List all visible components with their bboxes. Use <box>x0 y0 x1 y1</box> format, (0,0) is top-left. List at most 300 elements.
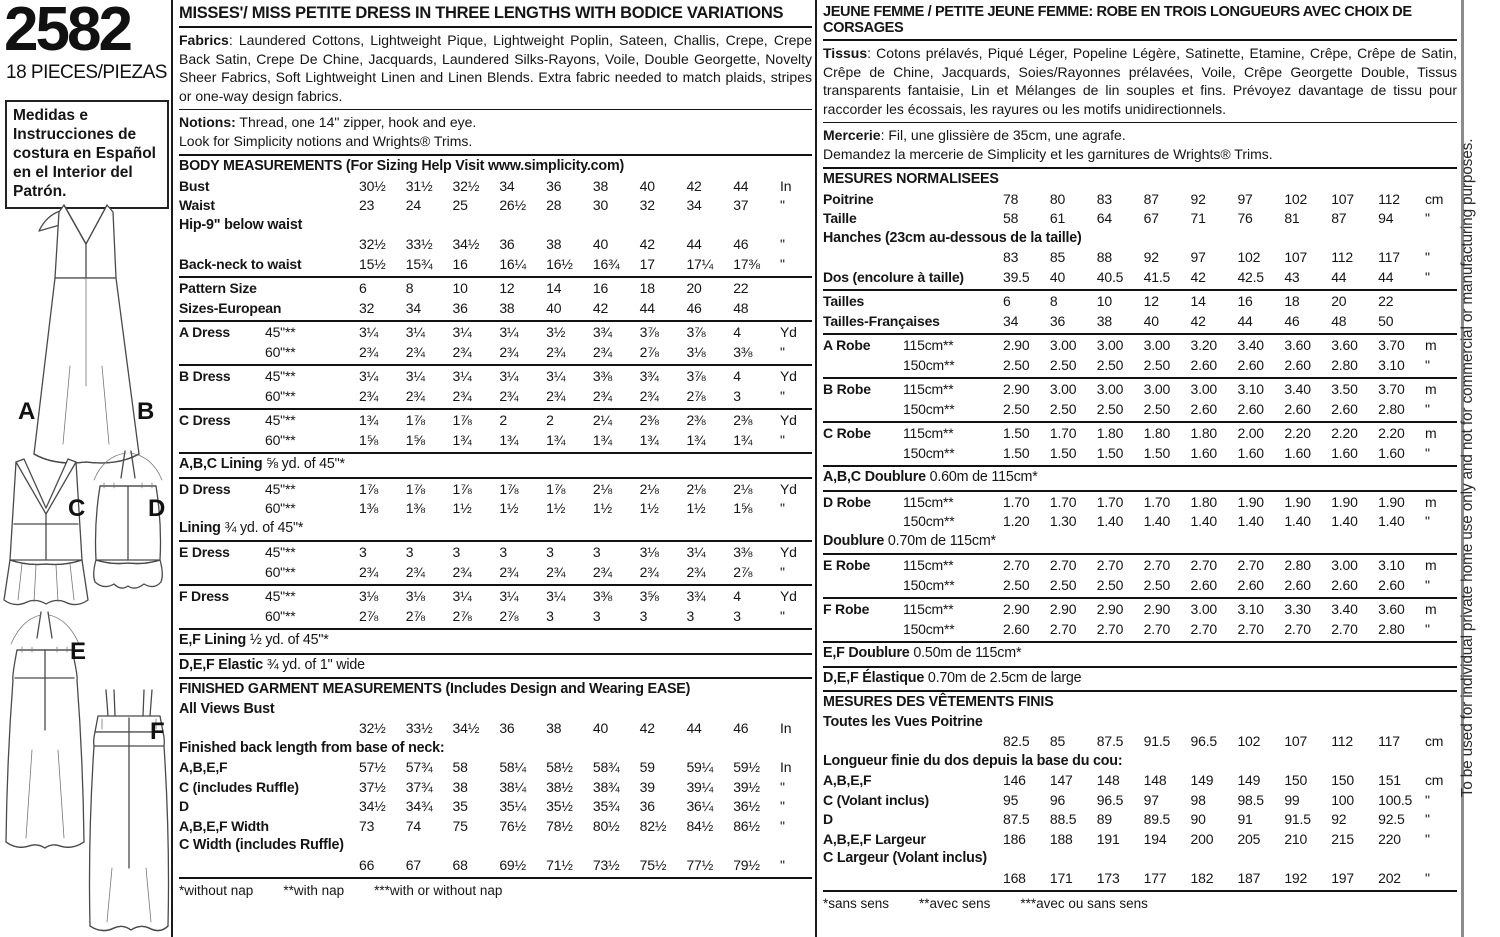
heading-bold: Hip-9" below waist <box>179 216 303 233</box>
measure-value: 182 <box>1190 869 1214 886</box>
measure-value: 2¾ <box>592 343 612 360</box>
measure-value: 1.40 <box>1096 513 1124 529</box>
measure-value: 2.90 <box>1003 337 1030 353</box>
row-label: C Robe <box>823 425 871 441</box>
measure-value: 32 <box>639 197 655 213</box>
measure-value: 2 <box>546 412 554 428</box>
measure-value: 2¾ <box>546 563 566 580</box>
measure-value: 58½ <box>546 759 573 775</box>
measure-value: 2¾ <box>359 387 379 404</box>
measure-value: 50 <box>1378 312 1394 329</box>
measure-value: 2¾ <box>639 563 659 580</box>
measure-value: 2.20 <box>1378 425 1405 441</box>
measure-value: 38 <box>1096 312 1112 329</box>
row-label: F Dress <box>179 588 229 604</box>
measure-row <box>179 543 812 563</box>
measure-value: 85 <box>1049 733 1066 749</box>
measure-value: 10 <box>1096 293 1112 309</box>
measure-value: 39 <box>639 778 655 795</box>
measure-value: 3 <box>733 387 741 404</box>
measure-value: 2.70 <box>1284 620 1311 637</box>
measure-value: 2.90 <box>1096 601 1124 617</box>
table-section <box>823 169 1457 291</box>
tissus-label: Tissus <box>823 45 868 61</box>
measure-value: 3¼ <box>499 588 519 604</box>
measure-value: 83 <box>1096 190 1112 207</box>
unit: " <box>1425 249 1430 265</box>
measure-value: 2.50 <box>1003 576 1030 593</box>
measure-value: 38 <box>592 177 609 194</box>
measure-row <box>823 424 1457 444</box>
measure-value: 3.00 <box>1096 381 1124 397</box>
measure-value: 107 <box>1284 249 1308 265</box>
measure-value: 2¾ <box>686 563 706 580</box>
measure-value: 215 <box>1331 830 1354 847</box>
measure-value: 97 <box>1143 791 1159 808</box>
row-label: B Dress <box>179 368 231 384</box>
measure-value: 16 <box>1237 293 1253 309</box>
table-section <box>823 492 1457 556</box>
measure-value: 39½ <box>733 778 760 795</box>
row-label: D <box>179 798 189 814</box>
row-label <box>179 387 265 407</box>
measure-value: 3 <box>359 544 367 560</box>
measure-value: 2⅞ <box>499 607 519 624</box>
row-label: Poitrine <box>823 190 874 207</box>
section-heading <box>179 519 812 539</box>
measure-value: 94 <box>1378 210 1394 226</box>
measure-row <box>179 411 812 431</box>
measure-value: 92 <box>1143 249 1159 265</box>
fabrics-text: : Laundered Cottons, Lightweight Pique, Lightweight Poplin, Sateen, Challis, Crepe, Crepe Back Satin, Crepe De Chine, Jacquards, Laundered Silks-Rayons, Voile, Double Georgette, Novelty Sheer Fabrics, Soft Lightweight Linen and Linen Blends. Extra fabric needed to match plaids, stripes or one-way design fabrics. <box>179 32 812 104</box>
column-divider-left <box>171 0 173 937</box>
measure-value: 3.70 <box>1378 381 1405 397</box>
measure-value: 75½ <box>639 856 667 873</box>
measure-value: 18 <box>1284 293 1300 309</box>
fabric-width: 150cm** <box>903 356 955 373</box>
mercerie-label: Mercerie <box>823 127 881 143</box>
measure-value: 202 <box>1378 869 1401 886</box>
measure-value: 59½ <box>733 759 760 775</box>
measure-value: 26½ <box>499 197 526 213</box>
measure-value: 30 <box>592 197 609 213</box>
row-label <box>823 732 1003 752</box>
measure-value: 42 <box>1190 268 1206 285</box>
unit: " <box>1425 620 1430 637</box>
measure-value: 2⅜ <box>639 412 659 428</box>
fabric-width: 60"** <box>265 431 296 448</box>
measure-value: 2.70 <box>1237 557 1264 573</box>
measure-value: 2¾ <box>499 563 519 580</box>
unit: In <box>780 759 792 775</box>
measure-value: 149 <box>1190 772 1214 788</box>
measure-value: 42 <box>686 177 702 194</box>
measure-row <box>823 791 1457 811</box>
notions-line2: Look for Simplicity notions and Wrights® Trims. <box>179 132 473 149</box>
heading-rest: ⅝ yd. of 45"* <box>262 456 345 472</box>
measure-value: 3 <box>452 544 461 560</box>
measure-value: 37¾ <box>405 778 433 795</box>
heading-bold: C Width (includes Ruffle) <box>179 837 344 853</box>
unit: In <box>780 177 792 194</box>
measure-row <box>179 563 812 583</box>
measure-value: 192 <box>1284 869 1308 886</box>
measure-value: 2.60 <box>1237 400 1264 417</box>
measure-value: 3 <box>592 544 601 560</box>
measure-value: 2⅛ <box>686 480 706 497</box>
measure-value: 34¾ <box>405 798 433 814</box>
measure-value: 2.80 <box>1378 620 1405 637</box>
measure-value: 36 <box>639 798 655 814</box>
section-heading <box>179 631 812 651</box>
measure-value: 40 <box>546 299 562 316</box>
measure-value: 3.10 <box>1378 356 1405 373</box>
measure-row <box>179 778 812 798</box>
measure-value: 1¾ <box>733 431 753 448</box>
unit: m <box>1425 425 1437 441</box>
unit: " <box>1425 444 1430 461</box>
measure-value: 95 <box>1003 791 1019 808</box>
measure-value: 67 <box>405 856 421 873</box>
table-section <box>823 467 1457 492</box>
measure-value: 1¾ <box>452 431 472 448</box>
measure-value: 3.10 <box>1378 557 1405 573</box>
measure-row <box>823 268 1457 288</box>
measure-value: 88.5 <box>1049 811 1077 827</box>
measure-value: 3 <box>733 607 741 624</box>
measure-value: 38¼ <box>499 778 526 795</box>
unit <box>1425 312 1457 332</box>
measure-value: 3¼ <box>499 368 519 384</box>
measure-value: 18 <box>639 280 655 296</box>
measure-value: 96.5 <box>1096 791 1124 808</box>
measure-value: 4 <box>733 588 741 604</box>
measure-value: 1.80 <box>1096 425 1124 441</box>
measure-value: 2¾ <box>452 343 472 360</box>
measure-value: 36 <box>546 177 562 194</box>
table-section <box>179 278 812 322</box>
heading-bold: FINISHED GARMENT MEASUREMENTS (Includes Design and Wearing EASE) <box>179 681 691 697</box>
measure-value: 30½ <box>359 177 386 194</box>
table-section <box>179 586 812 630</box>
left-panel <box>0 0 171 937</box>
measure-value: 3.40 <box>1331 601 1358 617</box>
footnote: ***avec ou sans sens <box>1020 896 1148 911</box>
measure-value: 16¾ <box>592 255 620 272</box>
unit: " <box>1425 869 1430 886</box>
measure-row <box>823 556 1457 576</box>
unit: " <box>780 431 785 448</box>
measure-value: 10 <box>452 280 468 296</box>
unit: In <box>780 720 792 736</box>
measure-value: 1⅜ <box>405 500 425 516</box>
table-section <box>823 643 1457 668</box>
measure-value: 146 <box>1003 772 1026 788</box>
measure-row <box>179 255 812 275</box>
measure-value: 98.5 <box>1237 791 1264 808</box>
table-section <box>823 379 1457 423</box>
measure-value: 35¾ <box>592 798 620 814</box>
measure-value: 43 <box>1284 268 1300 285</box>
measure-value: 197 <box>1331 869 1354 886</box>
measure-value: 2.60 <box>1190 576 1217 593</box>
fabric-width: 115cm** <box>903 425 954 441</box>
measure-value: 44 <box>1378 268 1394 285</box>
measure-value: 1⅞ <box>359 480 379 497</box>
measure-value: 1.60 <box>1378 444 1405 461</box>
row-label: A,B,E,F Width <box>179 817 269 834</box>
section-heading <box>823 849 1457 869</box>
measure-value: 149 <box>1237 772 1261 788</box>
measure-value: 40 <box>592 720 609 736</box>
measure-value: 1¾ <box>359 412 379 428</box>
section-heading <box>179 216 812 236</box>
measure-value: 2.60 <box>1378 576 1405 593</box>
measure-value: 100 <box>1331 791 1354 808</box>
measure-value: 38 <box>546 720 562 736</box>
measure-value: 57¾ <box>405 759 433 775</box>
measure-value: 23 <box>359 197 375 213</box>
unit: " <box>780 500 785 516</box>
fabric-width: 45"** <box>265 588 296 604</box>
measure-value: 8 <box>405 280 414 296</box>
fabric-width: 150cm** <box>903 400 955 417</box>
row-label <box>823 512 903 532</box>
measure-value: 171 <box>1049 869 1073 886</box>
measure-value: 48 <box>733 299 749 316</box>
measure-value: 83 <box>1003 249 1019 265</box>
measure-value: 3 <box>546 607 554 624</box>
measure-row <box>823 380 1457 400</box>
english-footnotes <box>179 879 812 898</box>
measure-value: 76½ <box>499 817 526 834</box>
measure-value: 100.5 <box>1378 791 1413 808</box>
measure-value: 2.20 <box>1284 425 1311 441</box>
license-side-note: To be used for individual private home use only and not for commercial or manufacturing purposes. <box>1459 138 1476 798</box>
measure-value: 1.50 <box>1143 444 1171 461</box>
measure-value: 3.00 <box>1143 337 1171 353</box>
unit <box>1425 292 1457 312</box>
measure-value: 61 <box>1049 210 1066 226</box>
measure-value: 2.60 <box>1003 620 1030 637</box>
measure-value: 46 <box>686 299 702 316</box>
table-section <box>179 679 812 879</box>
measure-value: 42 <box>639 236 655 252</box>
measure-value: 2.70 <box>1143 557 1171 573</box>
column-divider-middle <box>815 0 817 937</box>
fabric-width: 60"** <box>265 387 296 404</box>
measure-value: 2¾ <box>405 563 425 580</box>
measure-value: 191 <box>1096 830 1120 847</box>
measure-value: 17 <box>639 255 655 272</box>
measure-value: 1.60 <box>1284 444 1311 461</box>
measure-value: 1.80 <box>1190 493 1217 510</box>
measure-value: 1.50 <box>1049 444 1077 461</box>
measure-value: 2¾ <box>452 563 472 580</box>
measure-value: 1½ <box>546 500 566 516</box>
heading-bold: Toutes les Vues Poitrine <box>823 713 983 730</box>
fabric-width: 150cm** <box>903 620 955 637</box>
measure-value: 2 <box>499 412 507 428</box>
measure-value: 2.60 <box>1284 576 1311 593</box>
measure-value: 1.60 <box>1190 444 1217 461</box>
measure-row <box>179 367 812 387</box>
row-label: D <box>823 811 833 827</box>
measure-value: 14 <box>1190 293 1206 309</box>
footnote: **with nap <box>283 883 345 898</box>
measure-value: 1½ <box>499 500 519 516</box>
view-label-f: F <box>150 718 165 745</box>
measure-value: 1⅝ <box>359 431 379 448</box>
measure-value: 59 <box>639 759 655 775</box>
measure-value: 2¾ <box>499 343 519 360</box>
measure-value: 1¾ <box>546 431 566 448</box>
section-heading <box>823 669 1457 689</box>
measure-value: 3.60 <box>1284 337 1311 353</box>
measure-value: 3 <box>405 544 414 560</box>
measure-value: 32½ <box>359 236 386 252</box>
section-heading <box>823 170 1457 190</box>
measure-value: 35½ <box>546 798 573 814</box>
table-section <box>179 322 812 366</box>
measure-value: 46 <box>733 720 749 736</box>
view-label-a: A <box>18 398 36 425</box>
heading-bold: Longueur finie du dos depuis la base du cou: <box>823 752 1123 769</box>
measure-value: 3.10 <box>1237 381 1264 397</box>
measure-value: 28 <box>546 197 562 213</box>
unit: " <box>780 607 785 624</box>
measure-value: 98 <box>1190 791 1206 808</box>
measure-row <box>179 719 812 739</box>
measure-value: 200 <box>1190 830 1214 847</box>
measure-value: 3½ <box>546 324 566 340</box>
row-label <box>823 869 1003 889</box>
fabric-width: 115cm** <box>903 557 954 573</box>
measure-value: 3⅛ <box>405 588 425 604</box>
measure-value: 44 <box>1237 312 1253 329</box>
measure-value: 210 <box>1284 830 1308 847</box>
measure-value: 3.00 <box>1049 381 1077 397</box>
table-section <box>179 156 812 278</box>
measure-value: 33½ <box>405 236 433 252</box>
measure-value: 88 <box>1096 249 1112 265</box>
fabric-width: 150cm** <box>903 444 955 461</box>
measure-value: 6 <box>1003 293 1011 309</box>
measure-value: 36 <box>499 236 515 252</box>
measure-value: 87.5 <box>1003 811 1030 827</box>
measure-value: 41.5 <box>1143 268 1171 285</box>
measure-value: 91.5 <box>1143 733 1171 749</box>
measure-value: 1.40 <box>1143 513 1171 529</box>
measure-value: 1.20 <box>1003 513 1030 529</box>
measure-value: 102 <box>1237 733 1261 749</box>
section-heading <box>179 157 812 177</box>
unit: " <box>780 817 785 834</box>
notions-text: Thread, one 14" zipper, hook and eye. <box>235 114 477 130</box>
measure-value: 3⅜ <box>733 544 753 560</box>
measure-value: 1.80 <box>1190 425 1217 441</box>
row-label: B Robe <box>823 381 871 397</box>
measure-row <box>179 856 812 876</box>
heading-bold: A,B,C Doublure <box>823 469 926 485</box>
section-heading <box>823 468 1457 488</box>
section-heading <box>823 693 1457 713</box>
measure-value: 3.00 <box>1096 337 1124 353</box>
heading-rest: 0.70m de 115cm* <box>884 532 996 549</box>
unit: " <box>780 197 785 213</box>
measure-row <box>823 190 1457 210</box>
unit: " <box>780 343 785 360</box>
french-title: JEUNE FEMME / PETITE JEUNE FEMME: ROBE EN TROIS LONGUEURS AVEC CHOIX DE CORSAGES <box>823 0 1457 41</box>
heading-bold: MESURES DES VÊTEMENTS FINIS <box>823 694 1054 710</box>
heading-bold: E,F Lining <box>179 632 247 648</box>
measure-value: 16¼ <box>499 255 526 272</box>
french-column <box>823 0 1457 937</box>
footnote: **avec sens <box>919 896 991 911</box>
section-heading <box>823 644 1457 664</box>
view-label-b: B <box>137 398 155 425</box>
measure-value: 1.90 <box>1237 493 1264 510</box>
measure-value: 2.80 <box>1284 557 1311 573</box>
row-label: E Dress <box>179 544 230 560</box>
unit: " <box>780 255 785 272</box>
measure-value: 2.70 <box>1190 620 1217 637</box>
measure-value: 85 <box>1049 249 1066 265</box>
measure-value: 1.70 <box>1143 493 1171 510</box>
fabric-width: 45"** <box>265 480 296 497</box>
heading-rest: 0.50m de 115cm* <box>909 645 1022 661</box>
measure-value: 3¼ <box>452 324 472 340</box>
unit: Yd <box>780 324 797 340</box>
measure-row <box>823 600 1457 620</box>
measure-value: 2¾ <box>546 343 566 360</box>
row-label <box>179 856 359 876</box>
measure-row <box>823 620 1457 640</box>
measure-value: 205 <box>1237 830 1261 847</box>
row-label: Taille <box>823 210 857 226</box>
measure-value: 92 <box>1190 190 1206 207</box>
heading-bold: Doublure <box>823 532 885 549</box>
measure-value: 3 <box>592 607 601 624</box>
heading-bold: Lining <box>179 519 221 536</box>
unit: " <box>1425 513 1430 529</box>
section-heading <box>179 455 812 475</box>
row-label <box>179 719 359 739</box>
measure-value: 3⅜ <box>592 588 612 604</box>
measure-value: 3¼ <box>499 324 519 340</box>
fabric-width: 45"** <box>265 412 296 428</box>
measure-value: 31½ <box>405 177 433 194</box>
measure-value: 2⅞ <box>405 607 425 624</box>
measure-value: 3¾ <box>686 588 706 604</box>
measure-value: 2⅜ <box>686 412 706 428</box>
measure-value: 2¾ <box>592 563 612 580</box>
heading-bold: A,B,C Lining <box>179 456 263 472</box>
measure-value: 2.50 <box>1049 356 1077 373</box>
measure-value: 2.60 <box>1190 356 1217 373</box>
measure-value: 1.70 <box>1049 493 1077 510</box>
measure-value: 16½ <box>546 255 573 272</box>
heading-rest: ¾ yd. of 1" wide <box>263 656 365 673</box>
measure-value: 39¼ <box>686 778 714 795</box>
measure-value: 82½ <box>639 817 667 834</box>
measure-row <box>823 292 1457 312</box>
measure-value: 2⅜ <box>733 412 753 428</box>
measure-value: 2⅛ <box>639 480 659 497</box>
measure-value: 96.5 <box>1190 733 1217 749</box>
unit: " <box>780 563 785 580</box>
measure-row <box>179 758 812 778</box>
